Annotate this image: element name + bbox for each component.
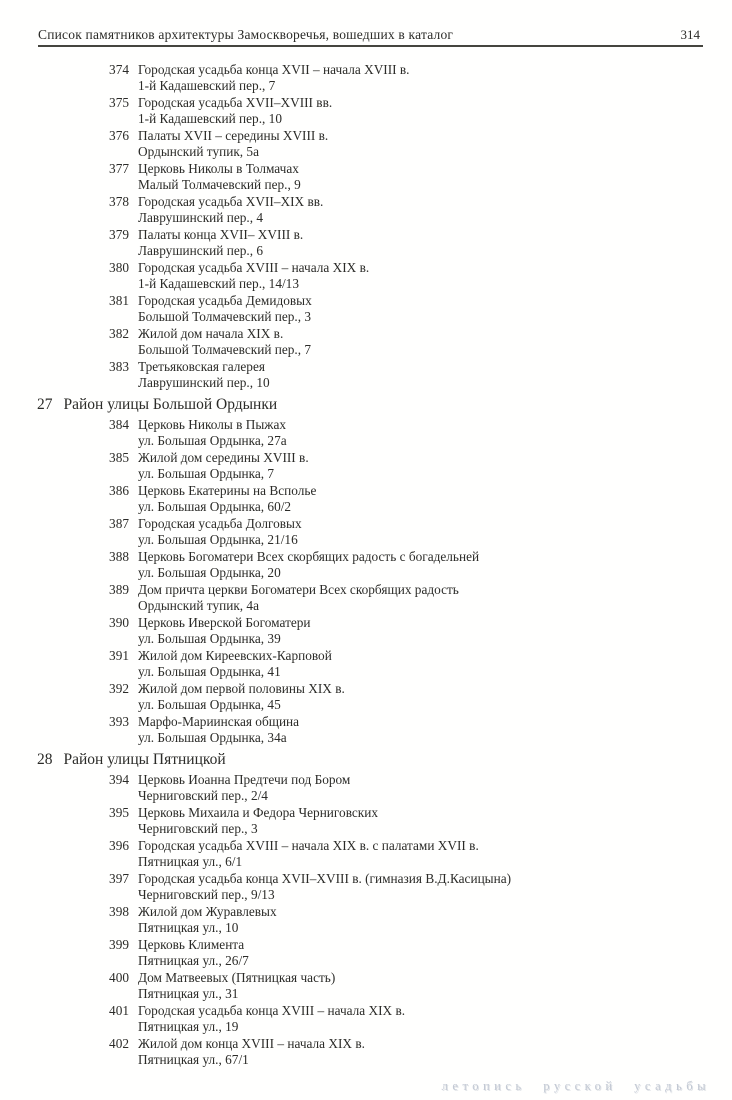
page-number: 314 [680, 27, 700, 42]
entry-body [138, 838, 732, 870]
entry-body [138, 483, 732, 515]
entry-body [138, 450, 732, 482]
catalog-entry [0, 227, 732, 259]
entry-address: ул. Большая Ордынка, 34а [138, 730, 287, 745]
entry-address: ул. Большая Ордынка, 60/2 [138, 499, 292, 514]
section-items [0, 772, 732, 1068]
entry-number: 402 [109, 1036, 129, 1051]
entry-title: Жилой дом середины XVIII в. [138, 450, 309, 465]
entry-number: 378 [109, 194, 129, 209]
catalog-entry [0, 260, 732, 292]
entry-body [138, 260, 732, 292]
entry-number: 399 [109, 937, 129, 952]
entry-number: 401 [109, 1003, 129, 1018]
entry-title: Церковь Николы в Пыжах [138, 417, 286, 432]
entry-number: 392 [109, 681, 129, 696]
entry-title: Церковь Иоанна Предтечи под Бором [138, 772, 351, 787]
section-heading [37, 396, 732, 413]
entry-address: ул. Большая Ордынка, 7 [138, 466, 275, 481]
entry-address: ул. Большая Ордынка, 39 [138, 631, 281, 646]
entry-body [138, 805, 732, 837]
entry-address: Лаврушинский пер., 10 [138, 375, 270, 390]
catalog-entry [0, 582, 732, 614]
catalog-entry [0, 516, 732, 548]
catalog-entry [0, 450, 732, 482]
entry-title: Дом причта церкви Богоматери Всех скорбящих радость [138, 582, 459, 597]
entry-address: Большой Толмачевский пер., 7 [138, 342, 312, 357]
entry-number: 398 [109, 904, 129, 919]
entry-address: 1-й Кадашевский пер., 14/13 [138, 276, 299, 291]
entry-number: 377 [109, 161, 129, 176]
entry-body [138, 970, 732, 1002]
entry-address: Лаврушинский пер., 4 [138, 210, 263, 225]
entry-title: Городская усадьба конца XVII – начала XVIII в. [138, 62, 410, 77]
entry-body [138, 904, 732, 936]
catalog-entry [0, 714, 732, 746]
section-title: Район улицы Пятницкой [63, 751, 226, 768]
entry-body [138, 1003, 732, 1035]
entry-title: Городская усадьба XVIII – начала XIX в. [138, 260, 370, 275]
catalog-entry [0, 871, 732, 903]
entry-title: Церковь Екатерины на Всполье [138, 483, 317, 498]
entry-address: Черниговский пер., 9/13 [138, 887, 275, 902]
entry-address: Ордынский тупик, 5а [138, 144, 259, 159]
catalog-entry [0, 161, 732, 193]
entry-address: ул. Большая Ордынка, 21/16 [138, 532, 298, 547]
catalog-entry [0, 772, 732, 804]
entry-number: 390 [109, 615, 129, 630]
entry-number: 375 [109, 95, 129, 110]
entry-number: 379 [109, 227, 129, 242]
entry-number: 396 [109, 838, 129, 853]
entry-body [138, 227, 732, 259]
catalog-entry [0, 359, 732, 391]
entry-address: ул. Большая Ордынка, 20 [138, 565, 281, 580]
section-title: Район улицы Большой Ордынки [63, 396, 278, 413]
entry-body [138, 615, 732, 647]
entry-title: Палаты XVII – середины XVIII в. [138, 128, 329, 143]
entry-title: Марфо-Мариинская община [138, 714, 300, 729]
catalog-entry [0, 1003, 732, 1035]
entry-body [138, 549, 732, 581]
entry-body [138, 648, 732, 680]
entry-number: 384 [109, 417, 129, 432]
catalog-entry [0, 326, 732, 358]
section-items [0, 417, 732, 746]
entry-number: 382 [109, 326, 129, 341]
catalog-entry [0, 615, 732, 647]
entry-number: 389 [109, 582, 129, 597]
entry-title: Церковь Климента [138, 937, 245, 952]
catalog-entry [0, 805, 732, 837]
entry-title: Церковь Михаила и Федора Черниговских [138, 805, 379, 820]
entry-title: Жилой дом Журавлевых [138, 904, 277, 919]
entry-body [138, 772, 732, 804]
entry-number: 393 [109, 714, 129, 729]
entry-number: 383 [109, 359, 129, 374]
entry-title: Городская усадьба XVII–XVIII вв. [138, 95, 333, 110]
catalog-entry [0, 194, 732, 226]
entry-title: Городская усадьба Демидовых [138, 293, 312, 308]
entry-address: ул. Большая Ордынка, 27а [138, 433, 287, 448]
entry-address: Ордынский тупик, 4а [138, 598, 259, 613]
catalog-section [0, 751, 732, 1068]
catalog-entry [0, 62, 732, 94]
catalog-entry [0, 937, 732, 969]
entry-body [138, 417, 732, 449]
catalog-entry [0, 970, 732, 1002]
entry-title: Церковь Иверской Богоматери [138, 615, 311, 630]
entry-body [138, 62, 732, 94]
entry-title: Дом Матвеевых (Пятницкая часть) [138, 970, 336, 985]
entry-address: 1-й Кадашевский пер., 10 [138, 111, 282, 126]
entry-address: ул. Большая Ордынка, 41 [138, 664, 281, 679]
catalog-entry [0, 549, 732, 581]
catalog-entry [0, 95, 732, 127]
entry-address: Пятницкая ул., 26/7 [138, 953, 249, 968]
entry-number: 374 [109, 62, 129, 77]
entry-body [138, 194, 732, 226]
watermark: летопись русской усадьбы [441, 1079, 710, 1093]
entry-body [138, 1036, 732, 1068]
catalog-section [0, 62, 732, 391]
section-number: 28 [37, 751, 53, 768]
entry-body [138, 681, 732, 713]
entry-number: 387 [109, 516, 129, 531]
entry-body [138, 128, 732, 160]
entry-title: Жилой дом Киреевских-Карповой [138, 648, 332, 663]
entry-title: Палаты конца XVII– XVIII в. [138, 227, 304, 242]
entry-address: Пятницкая ул., 10 [138, 920, 239, 935]
catalog-entry [0, 1036, 732, 1068]
entry-number: 376 [109, 128, 129, 143]
entry-title: Церковь Николы в Толмачах [138, 161, 299, 176]
entry-body [138, 871, 732, 903]
entry-number: 388 [109, 549, 129, 564]
entry-address: 1-й Кадашевский пер., 7 [138, 78, 276, 93]
entry-address: Пятницкая ул., 67/1 [138, 1052, 249, 1067]
entry-title: Жилой дом конца XVIII – начала XIX в. [138, 1036, 365, 1051]
entry-address: Малый Толмачевский пер., 9 [138, 177, 301, 192]
section-items [0, 62, 732, 391]
entry-address: ул. Большая Ордынка, 45 [138, 697, 281, 712]
entry-number: 386 [109, 483, 129, 498]
catalog-entry [0, 293, 732, 325]
entry-number: 381 [109, 293, 129, 308]
entry-title: Городская усадьба конца XVII–XVIII в. (гимназия В.Д.Касицына) [138, 871, 512, 886]
entry-address: Черниговский пер., 3 [138, 821, 258, 836]
catalog-section [0, 396, 732, 746]
entry-title: Городская усадьба конца XVIII – начала XIX в. [138, 1003, 406, 1018]
entry-body [138, 95, 732, 127]
catalog-entry [0, 417, 732, 449]
entry-address: Пятницкая ул., 19 [138, 1019, 239, 1034]
entry-number: 397 [109, 871, 129, 886]
entry-body [138, 326, 732, 358]
section-number: 27 [37, 396, 53, 413]
entry-body [138, 582, 732, 614]
entry-number: 391 [109, 648, 129, 663]
entry-body [138, 161, 732, 193]
section-heading [37, 751, 732, 768]
entry-title: Жилой дом первой половины XIX в. [138, 681, 345, 696]
entry-title: Церковь Богоматери Всех скорбящих радость с богадельней [138, 549, 480, 564]
entry-title: Городская усадьба XVIII – начала XIX в. с палатами XVII в. [138, 838, 479, 853]
entry-number: 394 [109, 772, 129, 787]
entry-body [138, 714, 732, 746]
page-header [38, 27, 703, 47]
entry-address: Черниговский пер., 2/4 [138, 788, 268, 803]
running-title: Список памятников архитектуры Замоскворечья, вошедших в каталог [38, 27, 454, 42]
entry-address: Пятницкая ул., 6/1 [138, 854, 243, 869]
entry-address: Лаврушинский пер., 6 [138, 243, 263, 258]
entry-number: 395 [109, 805, 129, 820]
entry-number: 385 [109, 450, 129, 465]
entry-title: Городская усадьба XVII–XIX вв. [138, 194, 324, 209]
entry-number: 380 [109, 260, 129, 275]
entry-body [138, 359, 732, 391]
catalog-entry [0, 838, 732, 870]
entry-title: Жилой дом начала XIX в. [138, 326, 284, 341]
entry-address: Большой Толмачевский пер., 3 [138, 309, 312, 324]
catalog-entry [0, 904, 732, 936]
entry-body [138, 937, 732, 969]
entry-title: Городская усадьба Долговых [138, 516, 302, 531]
catalog-list [0, 62, 732, 1069]
catalog-entry [0, 128, 732, 160]
catalog-entry [0, 483, 732, 515]
catalog-entry [0, 648, 732, 680]
entry-body [138, 516, 732, 548]
entry-title: Третьяковская галерея [138, 359, 265, 374]
entry-body [138, 293, 732, 325]
entry-number: 400 [109, 970, 129, 985]
catalog-entry [0, 681, 732, 713]
entry-address: Пятницкая ул., 31 [138, 986, 239, 1001]
